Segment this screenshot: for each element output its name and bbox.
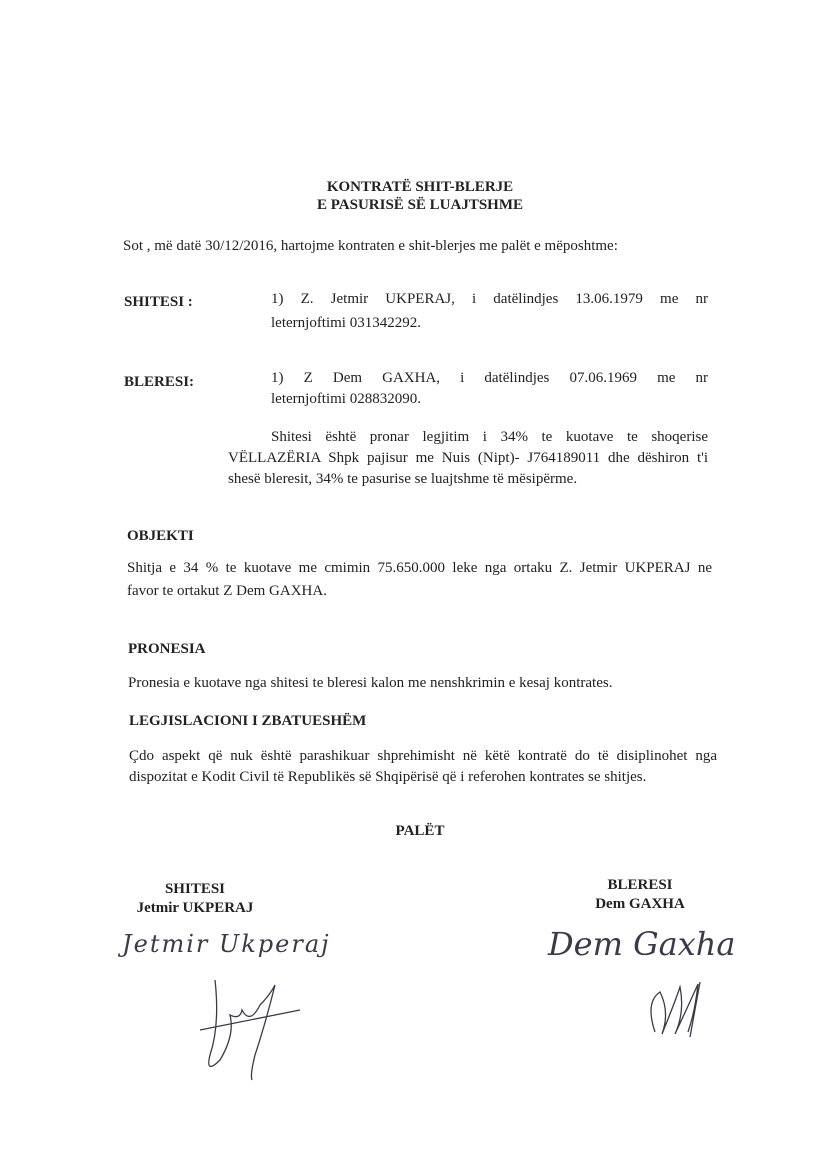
seller-handwritten-name: Jetmir Ukperaj [122, 930, 331, 958]
seller-details-line-2: leternjoftimi 031342292. [271, 315, 421, 331]
seller-label: SHITESI : [124, 294, 193, 310]
objekti-heading: OBJEKTI [127, 528, 194, 544]
seller-details-line-1: 1) Z. Jetmir UKPERAJ, i datëlindjes 13.06.1979 me nr [271, 291, 708, 307]
buyer-details-line-2: leternjoftimi 028832090. [271, 391, 421, 407]
seller-signature-role: SHITESI [164, 881, 226, 897]
seller-signature-scribble [190, 965, 320, 1085]
palet-heading: PALËT [395, 823, 445, 839]
pronesia-heading: PRONESIA [128, 641, 206, 657]
pronesia-text: Pronesia e kuotave nga shitesi te bleresi kalon me nenshkrimin e kesaj kontrates. [128, 675, 613, 691]
statement-line-3: shesë bleresit, 34% te pasurise se luajtshme të mësipërme. [228, 471, 578, 487]
buyer-signature-name: Dem GAXHA [595, 896, 685, 912]
objekti-line-1: Shitja e 34 % te kuotave me cmimin 75.650.000 leke nga ortaku Z. Jetmir UKPERAJ ne [127, 560, 712, 576]
objekti-line-2: favor te ortakut Z Dem GAXHA. [127, 583, 327, 599]
buyer-signature-scribble [640, 972, 720, 1042]
buyer-signature-role: BLERESI [607, 877, 673, 893]
statement-line-1: Shitesi është pronar legjitim i 34% te kuotave te shoqerise [271, 429, 708, 445]
title-line-1: KONTRATË SHIT-BLERJE [326, 179, 514, 195]
statement-line-2: VËLLAZËRIA Shpk pajisur me Nuis (Nipt)- J764189011 dhe dëshiron t'i [228, 450, 708, 466]
title-line-2: E PASURISË SË LUAJTSHME [316, 197, 524, 213]
buyer-label: BLERESI: [124, 374, 195, 390]
legjislacioni-line-2: dispozitat e Kodit Civil të Republikës së Shqipërisë që i referohen kontrates se shitjes. [129, 769, 647, 785]
buyer-handwritten-name: Dem Gaxha [548, 925, 736, 963]
seller-signature-name: Jetmir UKPERAJ [136, 900, 254, 916]
intro-text: Sot , më datë 30/12/2016, hartojme kontraten e shit-blerjes me palët e mëposhtme: [123, 238, 618, 254]
legjislacioni-line-1: Çdo aspekt që nuk është parashikuar shprehimisht në këtë kontratë do të disiplinohet nga [129, 748, 717, 764]
legjislacioni-heading: LEGJISLACIONI I ZBATUESHËM [129, 713, 367, 729]
buyer-details-line-1: 1) Z Dem GAXHA, i datëlindjes 07.06.1969 me nr [271, 370, 708, 386]
